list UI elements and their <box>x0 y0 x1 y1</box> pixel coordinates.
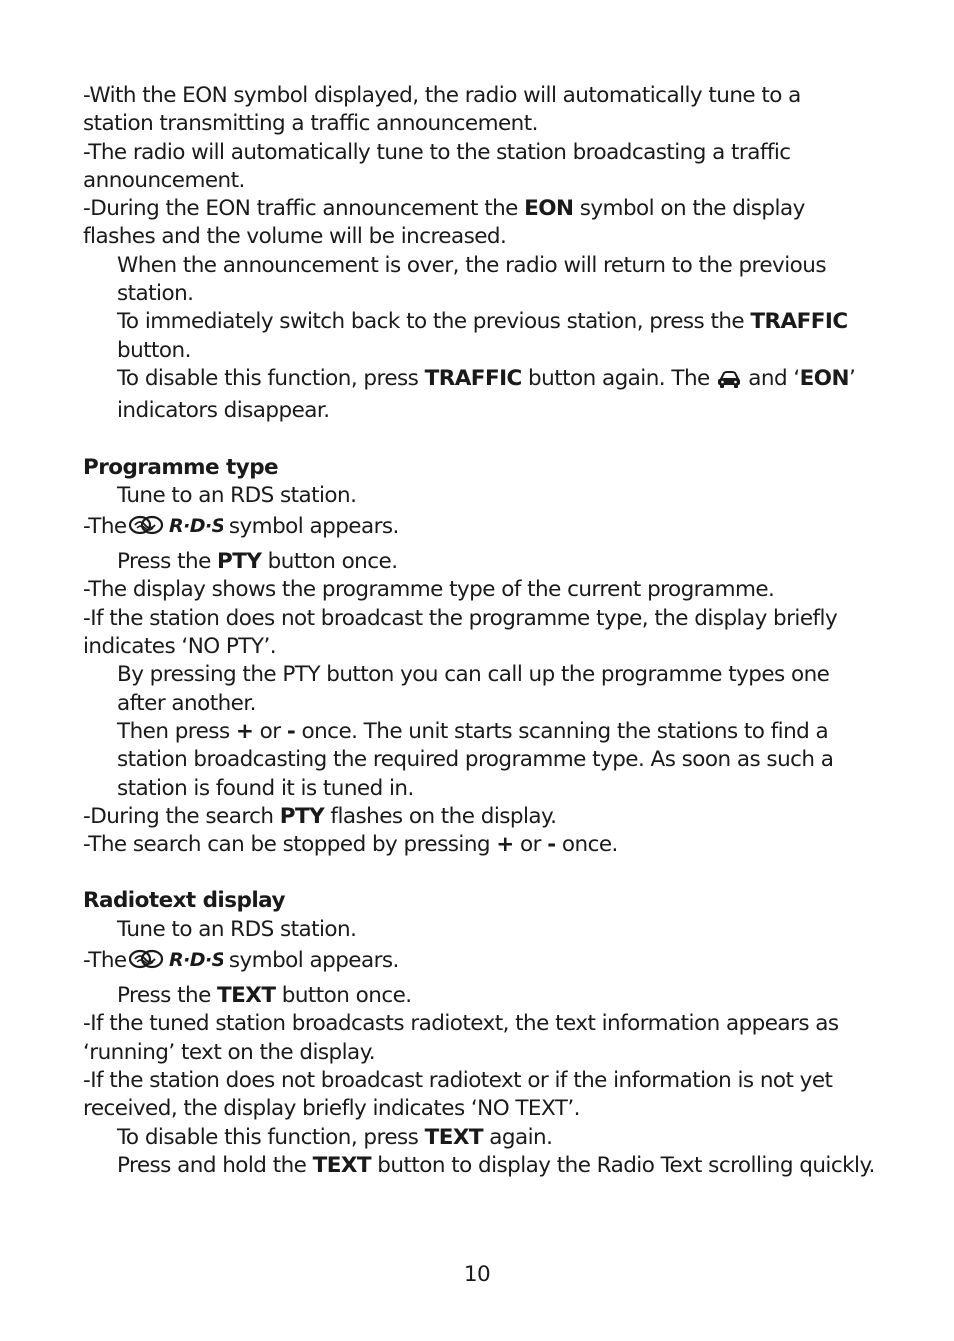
pty-line-4: -The display shows the programme type of the current programme. <box>83 577 775 603</box>
text: or <box>253 718 287 744</box>
text: symbol on the display <box>573 196 805 222</box>
plus-keyword: + <box>496 832 514 858</box>
rds-logo-icon <box>127 511 223 548</box>
text: button once. <box>261 549 398 575</box>
page-number: 10 <box>463 1262 491 1287</box>
eon-keyword: EON <box>799 365 849 391</box>
pty-line-7: By pressing the PTY button you can call up the programme types one <box>117 662 830 688</box>
rds-logo-icon <box>127 945 223 982</box>
pty-line-12 <box>83 803 903 831</box>
rt-line-9 <box>83 1152 903 1180</box>
pty-line-13 <box>83 831 903 859</box>
pty-keyword: PTY <box>279 803 325 829</box>
pty-keyword: PTY <box>217 549 262 575</box>
text: button again. The <box>521 365 716 391</box>
text: Then press <box>117 718 236 744</box>
eon-line-11 <box>83 365 903 397</box>
text: To disable this function, press <box>117 365 425 391</box>
text-keyword: TEXT <box>424 1124 483 1150</box>
text: or <box>513 832 548 858</box>
eon-line-6: flashes and the volume will be increased. <box>83 224 507 250</box>
text: -The search can be stopped by pressing <box>83 832 497 858</box>
pty-line-11: station is found it is tuned in. <box>117 775 414 801</box>
svg-text:R·D·S: R·D·S <box>168 949 223 972</box>
eon-line-9 <box>83 308 903 336</box>
eon-line-5 <box>83 195 903 223</box>
text: To immediately switch back to the previous station, press the <box>117 309 751 335</box>
radiotext-heading: Radiotext display <box>83 888 285 914</box>
pty-line-8: after another. <box>117 690 256 716</box>
text: Press and hold the <box>117 1152 313 1178</box>
minus-keyword: - <box>286 718 296 744</box>
text: Press the <box>117 549 218 575</box>
text: button to display the Radio Text scrolling quickly. <box>371 1152 875 1178</box>
pty-line-6: indicates ‘NO PTY’. <box>83 634 277 660</box>
text: flashes on the display. <box>324 803 557 829</box>
text: ’ <box>848 365 856 391</box>
pty-line-2 <box>83 510 903 548</box>
eon-line-10: button. <box>117 337 191 363</box>
eon-line-4: announcement. <box>83 167 245 193</box>
text: symbol appears. <box>222 514 399 540</box>
rt-line-3 <box>83 982 903 1010</box>
text: button once. <box>275 983 412 1009</box>
eon-line-12: indicators disappear. <box>117 398 330 424</box>
pty-line-9 <box>83 718 903 746</box>
text: -During the EON traffic announcement the <box>83 196 525 222</box>
text: Press the <box>117 983 218 1009</box>
rt-line-6: -If the station does not broadcast radiotext or if the information is not yet <box>83 1067 833 1093</box>
text: again. <box>483 1124 553 1150</box>
traffic-keyword: TRAFFIC <box>750 309 848 335</box>
pty-line-1: Tune to an RDS station. <box>117 482 357 508</box>
eon-line-7: When the announcement is over, the radio will return to the previous <box>117 252 826 278</box>
text: once. The unit starts scanning the stations to find a <box>295 718 829 744</box>
pty-line-5: -If the station does not broadcast the programme type, the display briefly <box>83 605 838 631</box>
rt-line-1: Tune to an RDS station. <box>117 916 357 942</box>
eon-line-3: -The radio will automatically tune to the station broadcasting a traffic <box>83 139 791 165</box>
text: -During the search <box>83 803 280 829</box>
text: To disable this function, press <box>117 1124 425 1150</box>
eon-line-2: station transmitting a traffic announcement. <box>83 111 538 137</box>
text-keyword: TEXT <box>217 983 276 1009</box>
text: -The <box>83 514 127 540</box>
plus-keyword: + <box>235 718 254 744</box>
eon-line-8: station. <box>117 281 194 307</box>
manual-page <box>83 82 903 1180</box>
text: once. <box>555 832 618 858</box>
svg-text:R·D·S: R·D·S <box>168 515 223 538</box>
rt-line-4: -If the tuned station broadcasts radiotext, the text information appears as <box>83 1011 839 1037</box>
eon-keyword: EON <box>524 196 574 222</box>
spacer <box>83 426 903 454</box>
pty-line-3 <box>83 548 903 576</box>
programme-type-heading: Programme type <box>83 454 279 480</box>
text-keyword: TEXT <box>312 1152 372 1178</box>
traffic-keyword: TRAFFIC <box>424 365 522 391</box>
eon-line-1: -With the EON symbol displayed, the radio will automatically tune to a <box>83 83 801 108</box>
text: symbol appears. <box>222 948 399 974</box>
car-icon <box>716 369 742 397</box>
text: -The <box>83 948 127 974</box>
rt-line-8 <box>83 1124 903 1152</box>
pty-line-10: station broadcasting the required programme type. As soon as such a <box>117 747 834 773</box>
rt-line-2 <box>83 944 903 982</box>
spacer <box>83 859 903 887</box>
text: and ‘ <box>742 365 800 391</box>
rt-line-7: received, the display briefly indicates ‘NO TEXT’. <box>83 1096 580 1122</box>
minus-keyword: - <box>547 832 556 858</box>
rt-line-5: ‘running’ text on the display. <box>83 1039 376 1065</box>
